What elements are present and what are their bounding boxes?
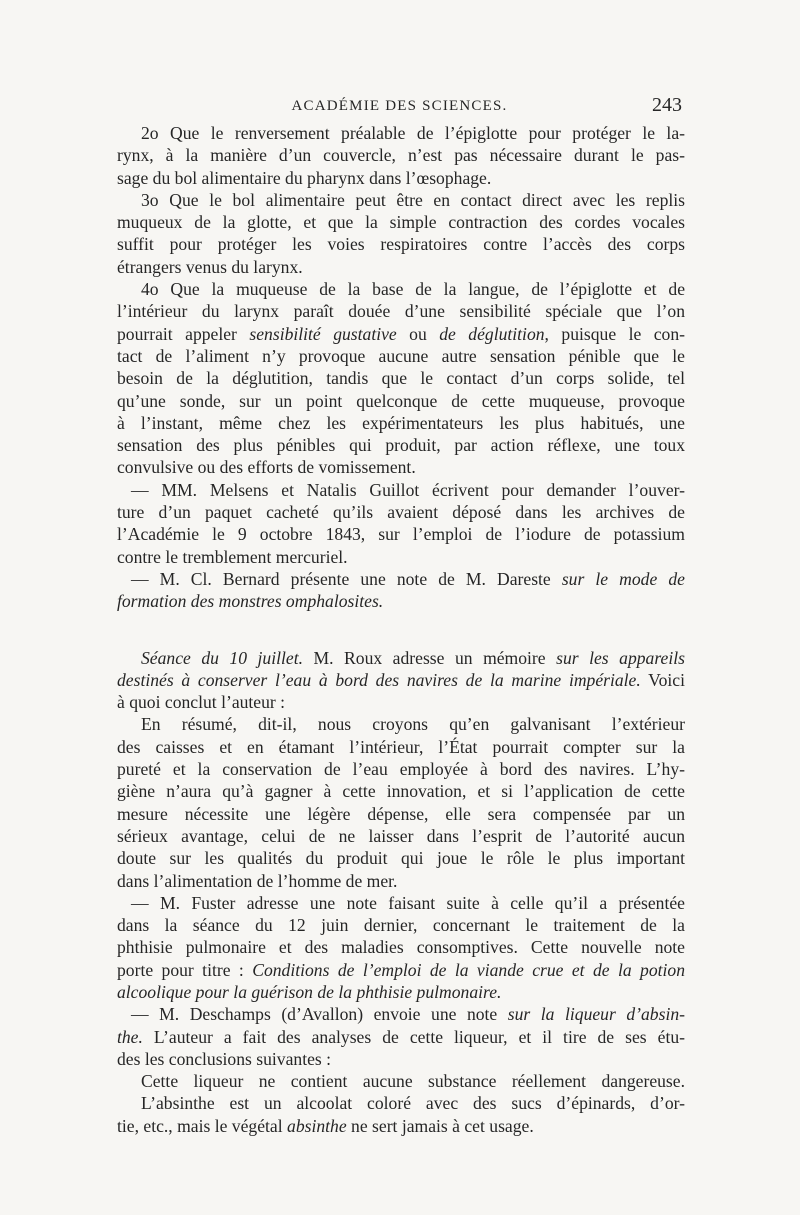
text-line: à quoi conclut l’auteur : <box>117 692 286 713</box>
text-line: convulsive ou des efforts de vomissement. <box>117 457 416 478</box>
text-line: dans la séance du 12 juin dernier, concernant le traitement de la <box>117 915 685 936</box>
text-line: ture d’un paquet cacheté qu’ils avaient déposé dans les archives de <box>117 502 685 523</box>
text-line: besoin de la déglutition, tandis que le contact d’un corps solide, tel <box>117 368 685 389</box>
text-line: destinés à conserver l’eau à bord des navires de la marine impériale. Voici <box>117 669 685 690</box>
text-line: 3o Que le bol alimentaire peut être en contact direct avec les replis <box>141 189 685 210</box>
text-line: En résumé, dit-il, nous croyons qu’en galvanisant l’extérieur <box>141 714 685 735</box>
text-line: — MM. Melsens et Natalis Guillot écrivent pour demander l’ouver- <box>131 479 685 500</box>
text-line: à l’instant, même chez les expérimentateurs les plus habitués, une <box>117 412 685 433</box>
section-gap <box>117 613 685 647</box>
text-line: — M. Cl. Bernard présente une note de M. Dareste sur le mode de <box>131 568 685 589</box>
page-number: 243 <box>652 94 682 116</box>
text-line: Séance du 10 juillet. M. Roux adresse un mémoire sur les appareils <box>141 647 685 668</box>
text-line: L’absinthe est un alcoolat coloré avec des sucs d’épinards, d’or- <box>141 1093 685 1114</box>
text-line: — M. Fuster adresse une note faisant suite à celle qu’il a présentée <box>131 892 685 913</box>
text-line: porte pour titre : Conditions de l’emploi de la viande crue et de la potion <box>117 959 685 980</box>
text-line: dans l’alimentation de l’homme de mer. <box>117 870 398 891</box>
text-line: 4o Que la muqueuse de la base de la langue, de l’épiglotte et de <box>141 279 685 300</box>
text-line: mesure nécessite une légère dépense, elle sera compensée par un <box>117 803 685 824</box>
text-line: — M. Deschamps (d’Avallon) envoie une note sur la liqueur d’absin- <box>131 1004 685 1025</box>
text-line: phthisie pulmonaire et des maladies consomptives. Cette nouvelle note <box>117 937 685 958</box>
text-line: Cette liqueur ne contient aucune substance réellement dangereuse. <box>141 1071 685 1092</box>
text-line: rynx, à la manière d’un couvercle, n’est pas nécessaire durant le pas- <box>117 145 685 166</box>
text-line: des caisses et en étamant l’intérieur, l’État pourrait compter sur la <box>117 736 685 757</box>
text-line: 2o Que le renversement préalable de l’épiglotte pour protéger le la- <box>141 123 685 143</box>
text-line: tie, etc., mais le végétal absinthe ne sert jamais à cet usage. <box>117 1115 534 1136</box>
text-line: alcoolique pour la guérison de la phthisie pulmonaire. <box>117 981 502 1002</box>
text-line: contre le tremblement mercuriel. <box>117 546 348 567</box>
text-line: doute sur les qualités du produit qui joue le rôle le plus important <box>117 848 685 869</box>
text-line: des les conclusions suivantes : <box>117 1048 332 1069</box>
text-line: qu’une sonde, sur un point quelconque de cette muqueuse, provoque <box>117 390 685 411</box>
text-line: l’Académie le 9 octobre 1843, sur l’emploi de l’iodure de potassium <box>117 524 685 545</box>
text-line: sage du bol alimentaire du pharynx dans l’œsophage. <box>117 167 492 188</box>
text-line: the. L’auteur a fait des analyses de cette liqueur, et il tire de ses étu- <box>117 1026 685 1047</box>
text-line: suffit pour protéger les voies respiratoires contre l’accès des corps <box>117 234 685 255</box>
text-line: étrangers venus du larynx. <box>117 256 303 277</box>
text-line: formation des monstres omphalosites. <box>117 591 384 612</box>
text-line: sensation des plus pénibles qui produit, par action réflexe, une toux <box>117 435 685 456</box>
text-line: sérieux avantage, celui de ne laisser dans l’esprit de l’autorité aucun <box>117 825 685 846</box>
page-header <box>117 94 682 124</box>
text-line: tact de l’aliment n’y provoque aucune autre sensation pénible que le <box>117 345 685 366</box>
text-line: l’intérieur du larynx paraît douée d’une sensibilité spéciale que l’on <box>117 301 685 322</box>
text-line: pureté et la conservation de l’eau employée à bord des navires. L’hy- <box>117 759 685 780</box>
body-text <box>117 122 685 1137</box>
text-line: muqueux de la glotte, et que la simple contraction des cordes vocales <box>117 212 685 233</box>
text-line: giène n’aura qu’à gagner à cette innovation, et si l’application de cette <box>117 781 685 802</box>
running-head: ACADÉMIE DES SCIENCES. <box>291 98 508 114</box>
text-line: pourrait appeler sensibilité gustative ou de déglutition, puisque le con- <box>117 323 686 344</box>
